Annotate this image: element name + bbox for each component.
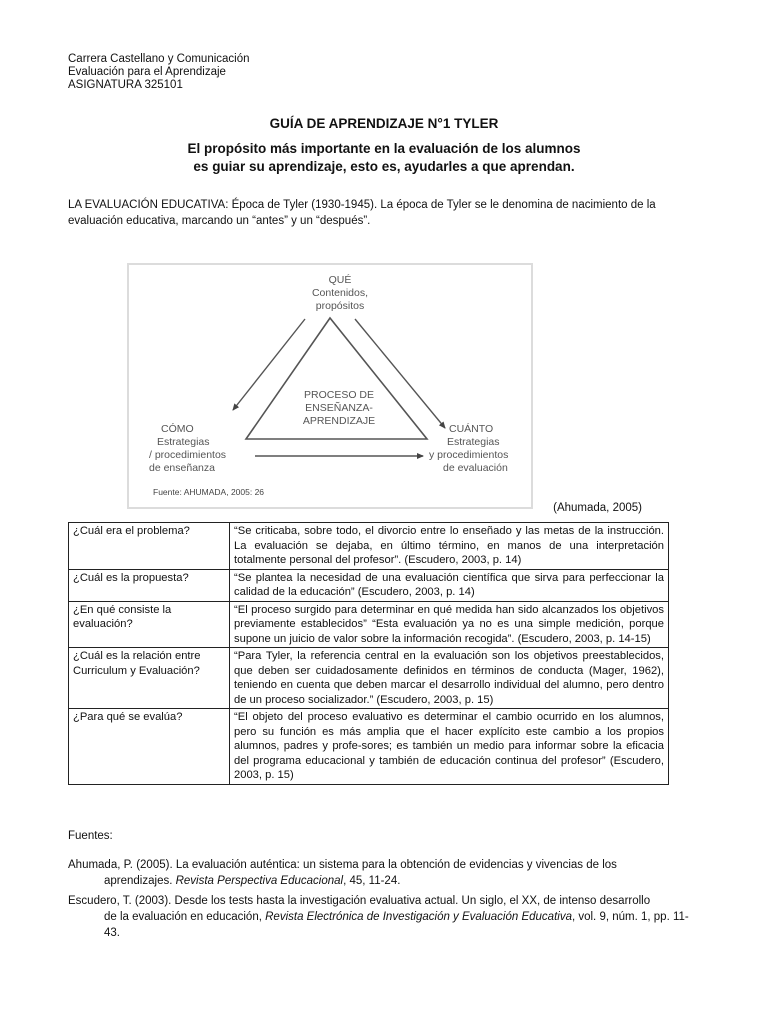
subtitle-line-2: es guiar su aprendizaje, esto es, ayudarles a que aprendan. [193,159,575,174]
answer-cell: “El proceso surgido para determinar en qué medida han sido alcanzados los objetivos previamente establecidos” “Esta evaluación ya no es una simple medición, porque supone un juicio de valor sobre la información recogida”. (Escudero, 2003, p. 14-15) [230,601,669,648]
question-cell: ¿Para qué se evalúa? [69,709,230,785]
diagram-top-line3: propósitos [315,300,365,312]
intro-paragraph: LA EVALUACIÓN EDUCATIVA: Época de Tyler (1930-1945). La época de Tyler se le denomina de nacimiento de la evaluación educativa, marcando un “antes” y un “después”. [68,199,656,227]
reference-lead: Ahumada, P. (2005). La evaluación auténtica: un sistema para la obtención de evidencias y vivencias de los [68,859,617,871]
table-row [69,648,669,709]
diagram-right-line2: Estrategias [447,436,500,448]
qa-table [68,522,669,785]
reference-text: aprendizajes. [104,875,176,887]
tyler-diagram [127,263,533,509]
diagram-right-line4: de evaluación [443,462,508,474]
header-subject-code: ASIGNATURA 325101 [68,79,183,91]
reference-continuation [68,909,700,941]
answer-cell: “Se criticaba, sobre todo, el divorcio entre lo enseñado y las metas de la instrucción. La evaluación se dejaba, en último término, en manos de una interpretación totalmente personal del profesor”. (Escudero, 2003, p. 14) [230,523,669,570]
answer-cell: “Se plantea la necesidad de una evaluación científica que sirva para perfeccionar la calidad de la educación” (Escudero, 2003, p. 14) [230,569,669,601]
table-row [69,601,669,648]
reference-escudero [68,893,700,941]
subtitle-line-1: El propósito más importante en la evaluación de los alumnos [187,141,581,156]
diagram-center-line2: ENSEÑANZA- [305,402,373,414]
diagram-left-title: CÓMO [161,423,194,435]
diagram-svg [127,263,533,509]
reference-ahumada [68,857,700,889]
figure-caption: (Ahumada, 2005) [553,502,642,514]
diagram-right-title: CUÁNTO [449,423,494,435]
question-cell: ¿En qué consiste la evaluación? [69,601,230,648]
reference-journal: Revista Perspectiva Educacional [175,875,344,887]
diagram-left-line2: Estrategias [157,436,210,448]
diagram-source: Fuente: AHUMADA, 2005: 26 [153,487,265,497]
sources-heading: Fuentes: [68,830,113,842]
answer-cell: “El objeto del proceso evaluativo es determinar el cambio ocurrido en los alumnos, pero su función es más amplia que el hacer explícito este cambio a los propios alumnos, padres y profe-sores; es también un medio para informar sobre la eficacia del programa educacional y también de educación continua del profesor” (Escudero, 2003, p. 15) [230,709,669,785]
diagram-right-line3: y procedimientos [429,449,509,461]
question-cell: ¿Cuál es la propuesta? [69,569,230,601]
table-row [69,569,669,601]
page-title: GUÍA DE APRENDIZAJE N°1 TYLER [269,116,499,131]
diagram-top-title: QUÉ [328,274,352,286]
diagram-center-line3: APRENDIZAJE [302,415,376,427]
reference-continuation [68,873,700,889]
diagram-top-line2: Contenidos, [311,287,369,299]
reference-details: , vol. 9, núm. 1, pp. 11-43. [104,911,689,939]
header-course: Evaluación para el Aprendizaje [68,66,226,78]
reference-details: , 45, 11-24. [343,875,401,887]
question-cell: ¿Cuál era el problema? [69,523,230,570]
reference-lead: Escudero, T. (2003). Desde los tests hasta la investigación evaluativa actual. Un siglo, el XX, de intenso desarrollo [68,895,651,907]
header-career: Carrera Castellano y Comunicación [68,53,250,65]
reference-text: de la evaluación en educación, [104,911,266,923]
reference-journal: Revista Electrónica de Investigación y Evaluación Educativa [265,911,572,923]
diagram-left-line4: de enseñanza [149,462,215,474]
diagram-center-line1: PROCESO DE [303,389,375,401]
table-row [69,709,669,785]
diagram-left-line3: / procedimientos [149,449,227,461]
question-cell: ¿Cuál es la relación entre Curriculum y Evaluación? [69,648,230,709]
table-row [69,523,669,570]
answer-cell: “Para Tyler, la referencia central en la evaluación son los objetivos preestablecidos, que deben ser cuidadosamente definidos en términos de conducta (Mager, 1962), teniendo en cuenta que deben marcar el desarrollo individual del alumno, pero dentro de un proceso socializador.” (Escudero, 2003, p. 15) [230,648,669,709]
